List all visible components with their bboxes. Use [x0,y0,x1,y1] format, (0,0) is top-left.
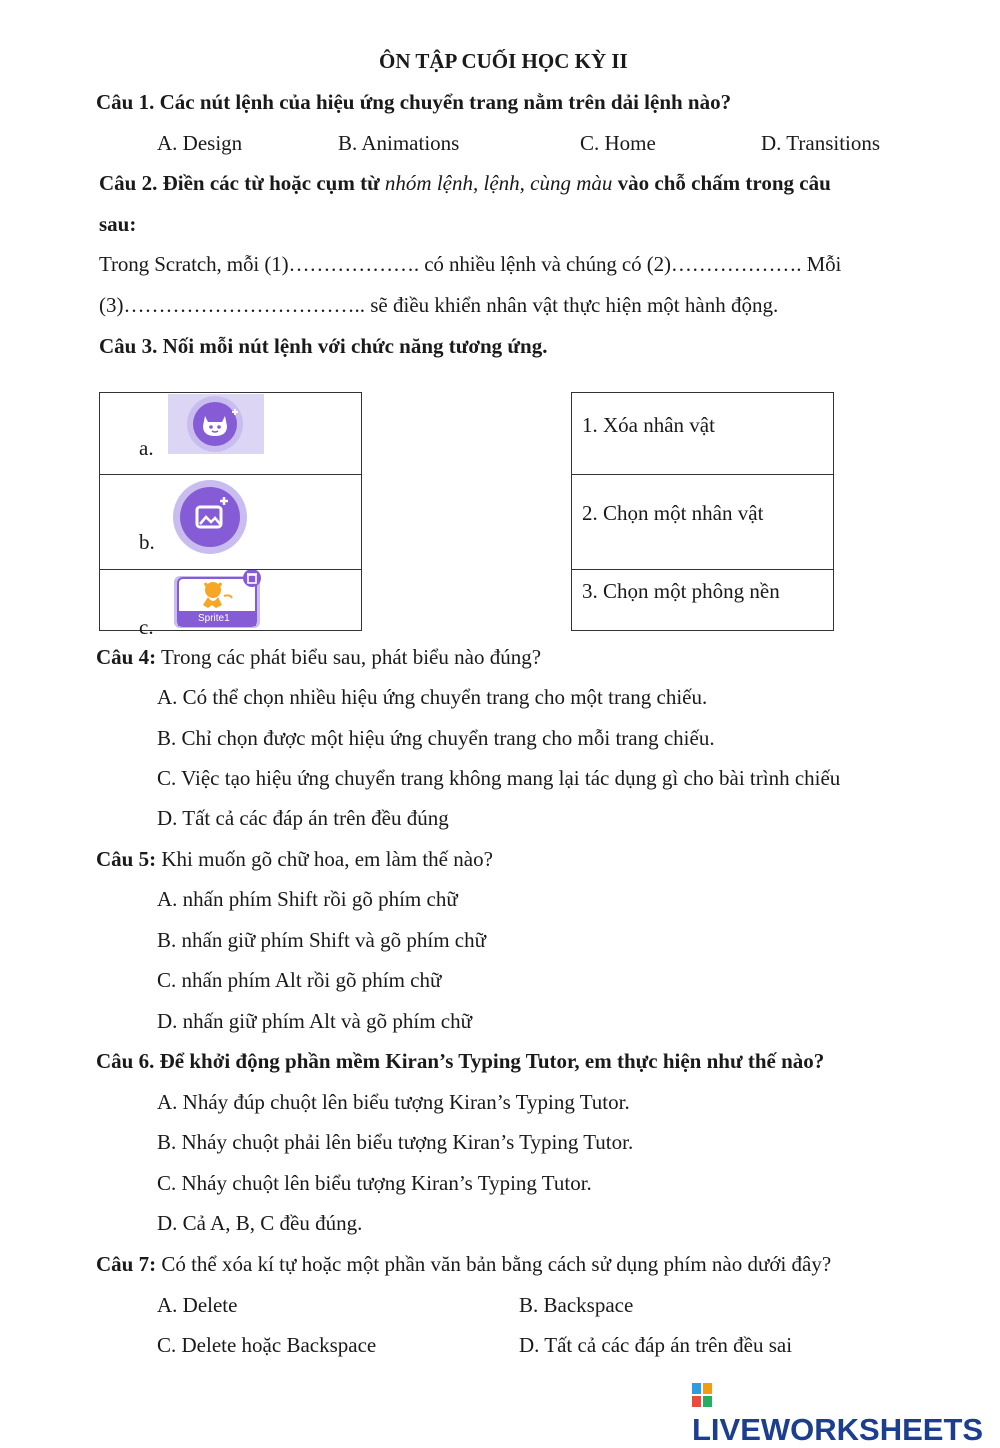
q6-option-b: B. Nháy chuột phải lên biểu tượng Kiran’s Typing Tutor. [157,1130,634,1154]
choose-backdrop-icon[interactable] [172,479,248,555]
q3-right-text-3: 3. Chọn một phông nền [582,579,780,603]
liveworksheets-logo-text: LIVEWORKSHEETS [692,1412,984,1447]
q7-option-d: D. Tất cả các đáp án trên đều sai [519,1333,793,1357]
q2-label-words: nhóm lệnh, lệnh, cùng màu [384,171,613,195]
q3-label: Câu 3. Nối mỗi nút lệnh với chức năng tương ứng. [99,334,548,358]
q3-right-text-1: 1. Xóa nhân vật [582,413,715,437]
q6-option-d: D. Cả A, B, C đều đúng. [157,1211,363,1235]
q2-line-1: Trong Scratch, mỗi (1)………………. có nhiều lệnh và chúng có (2)………………. Mỗi [99,252,842,276]
q5-option-d: D. nhấn giữ phím Alt và gõ phím chữ [157,1009,472,1033]
q4-option-b: B. Chỉ chọn được một hiệu ứng chuyển trang cho mỗi trang chiếu. [157,726,715,750]
q5-option-b: B. nhấn giữ phím Shift và gõ phím chữ [157,928,486,952]
q4-label-text: Trong các phát biểu sau, phát biểu nào đúng? [156,645,542,669]
q3-right-row-3 [572,570,834,631]
q7-label [96,1254,831,1275]
q3-left-row-b [100,475,362,570]
q3-left-label-c: c. [139,615,154,639]
q4-option-d: D. Tất cả các đáp án trên đều đúng [157,806,449,830]
q4-option-c: C. Việc tạo hiệu ứng chuyển trang không mang lại tác dụng gì cho bài trình chiếu [157,766,841,790]
q5-option-a: A. nhấn phím Shift rồi gõ phím chữ [157,887,458,911]
q4-label [96,647,541,668]
sprite-thumbnail-label: Sprite1 [198,613,230,624]
q7-option-b: B. Backspace [519,1293,634,1317]
liveworksheets-mark-icon [692,1383,712,1407]
q3-right-row-1 [572,393,834,475]
q4-label-number: Câu 4: [96,645,157,669]
q2-label-part-b: vào chỗ chấm trong câu [612,171,831,195]
q2-label-part-a: Câu 2. Điền các từ hoặc cụm từ [99,171,385,195]
q7-option-a: A. Delete [157,1293,238,1317]
q2-line-2: (3)…………………………….. sẽ điều khiển nhân vật thực hiện một hành động. [99,293,779,317]
q3-right-text-2: 2. Chọn một nhân vật [582,501,764,525]
q4-option-a: A. Có thể chọn nhiều hiệu ứng chuyển trang cho một trang chiếu. [157,685,708,709]
q7-label-text: Có thể xóa kí tự hoặc một phần văn bản bằng cách sử dụng phím nào dưới đây? [156,1252,832,1276]
q7-option-c: C. Delete hoặc Backspace [157,1333,377,1357]
q3-left-row-c [100,570,362,639]
q7-label-number: Câu 7: [96,1252,157,1276]
q1-option-a: A. Design [157,131,243,155]
liveworksheets-logo[interactable] [692,1376,1000,1448]
q5-label-number: Câu 5: [96,847,157,871]
q3-right-table [571,392,834,631]
q3-right-row-2 [572,475,834,570]
q1-option-c: C. Home [580,131,656,155]
q1-option-d: D. Transitions [761,131,881,155]
q3-left-row-a [100,393,362,475]
choose-sprite-icon[interactable] [168,394,264,454]
q2-label [99,173,831,194]
q3-left-table [99,392,362,639]
q3-left-label-a: a. [139,436,154,460]
q3-left-label-b: b. [139,530,155,554]
q1-label: Câu 1. Các nút lệnh của hiệu ứng chuyển trang nằm trên dải lệnh nào? [96,90,732,114]
q6-option-c: C. Nháy chuột lên biểu tượng Kiran’s Typing Tutor. [157,1171,592,1195]
q5-label [96,849,493,870]
q2-label-cont: sau: [99,212,137,236]
q5-option-c: C. nhấn phím Alt rồi gõ phím chữ [157,968,442,992]
page-title: ÔN TẬP CUỐI HỌC KỲ II [379,49,628,73]
q5-label-text: Khi muốn gõ chữ hoa, em làm thế nào? [156,847,493,871]
q1-option-b: B. Animations [338,131,460,155]
q6-label: Câu 6. Để khởi động phần mềm Kiran’s Typing Tutor, em thực hiện như thế nào? [96,1049,825,1073]
q6-option-a: A. Nháy đúp chuột lên biểu tượng Kiran’s Typing Tutor. [157,1090,630,1114]
